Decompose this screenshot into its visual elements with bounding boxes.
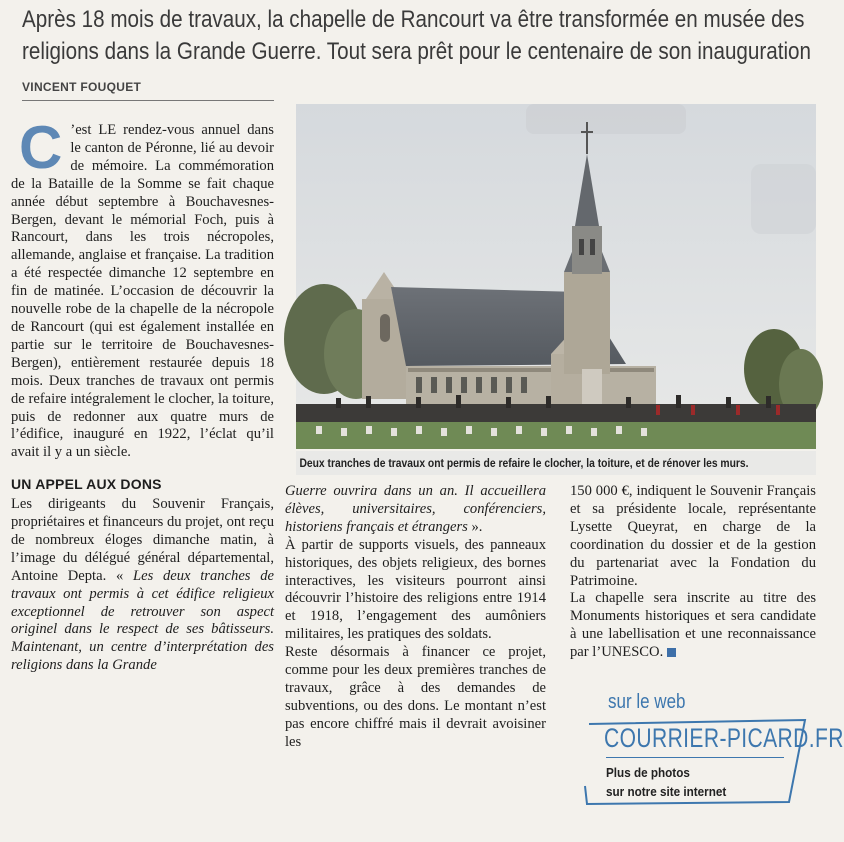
web-promo-text-line-1: Plus de photos — [606, 765, 690, 780]
quote-text: Les deux tranches de travaux ont permis à cet édifice religieux exceptionnel de retrouver son aspect originel dans le respect de ses bâtisseurs. Maintenant, un centre d’interprétation des religions dans la Grande — [11, 567, 274, 674]
paragraph-6 — [570, 590, 816, 662]
drop-cap: C — [19, 114, 63, 181]
quote-continuation — [285, 483, 546, 537]
paragraph-3: À partir de supports visuels, des panneaux historiques, des objets religieux, des bornes interactives, les visiteurs pourront ainsi découvrir l’histoire des religions entre 1914 et 1918, l’engagement des aumôniers militaires, les pratiques des soldats. — [285, 536, 546, 643]
article-column-3 — [570, 483, 816, 683]
headline — [22, 4, 812, 70]
end-mark-icon — [667, 648, 676, 657]
photo-caption-text: Deux tranches de travaux ont permis de refaire le clocher, la toiture, et de rénover les murs. — [299, 456, 749, 470]
web-promo-text — [606, 763, 768, 801]
web-promo-label: sur le web — [608, 691, 686, 713]
paragraph-5: 150 000 €, indiquent le Souvenir Français et sa présidente locale, représentante Lysette Queyrat, en charge de la coordination du dossier et de la gestion du partenariat avec la Fondation du Patrimoine. — [570, 483, 816, 589]
chapel-photo — [296, 104, 816, 449]
headline-line-2: religions dans la Grande Guerre. Tout sera prêt pour le centenaire de son inauguration — [22, 38, 812, 65]
paragraph-4: Reste désormais à financer ce projet, comme pour les deux premières tranches de travaux, grâce à des demandes de subventions, ou des dons. Le montant n’est pas encore chiffré mais il devrait avoisiner les — [285, 644, 546, 750]
intro-paragraph — [11, 114, 274, 462]
paragraph-2 — [11, 496, 274, 675]
paragraph-6-text: La chapelle sera inscrite au titre des Monuments historiques et sera candidate à une labellisation et une reconnaissance par l’UNESCO. — [570, 590, 816, 661]
web-promo-divider — [606, 757, 784, 758]
web-promo-link[interactable]: COURRIER-PICARD.FR — [604, 723, 844, 753]
quote-continuation-text: Guerre ouvrira dans un an. Il accueillera élèves, universitaires, conférenciers, historiens français et étrangers — [285, 483, 546, 535]
quote-end: ». — [467, 518, 483, 535]
article-column-2 — [285, 483, 546, 813]
paragraph-2-text: Les dirigeants du Souvenir Français, propriétaires et financeurs du projet, ont reçu de nombreux éloges dimanche matin, à l’image du délégué général départemental, Antoine Depta. « — [11, 496, 274, 584]
subheading: UN APPEL AUX DONS — [11, 476, 162, 493]
article-column-1 — [11, 114, 274, 827]
byline: VINCENT FOUQUET — [22, 80, 274, 101]
headline-line-1: Après 18 mois de travaux, la chapelle de Rancourt va être transformée en musée des — [22, 6, 805, 33]
photo-caption — [296, 451, 816, 475]
web-promo-text-line-2: sur notre site internet — [606, 784, 727, 799]
intro-text: ’est LE rendez-vous annuel dans le canton de Péronne, lié au devoir de mémoire. La commémoration de la Bataille de la Somme se fait chaque année début septembre à Bouchavesnes-Bergen, devant le mémorial Foch, puis à Rancourt, dans les trois nécropoles, allemande, anglaise et française. La tradition a été respectée dimanche 12 septembre en fin de matinée. L’occasion de découvrir la nouvelle robe de la chapelle de la nécropole de Rancourt (qui est également installée en partie sur le territoire de Bouchavesnes-Bergen), entièrement restaurée depuis 18 mois. Deux tranches de travaux ont permis de refaire intégralement le clocher, la toiture, puis de redonner aux quatre murs de l’édifice, inauguré en 1922, l’éclat qu’il avait il y a un siècle. — [11, 122, 274, 461]
